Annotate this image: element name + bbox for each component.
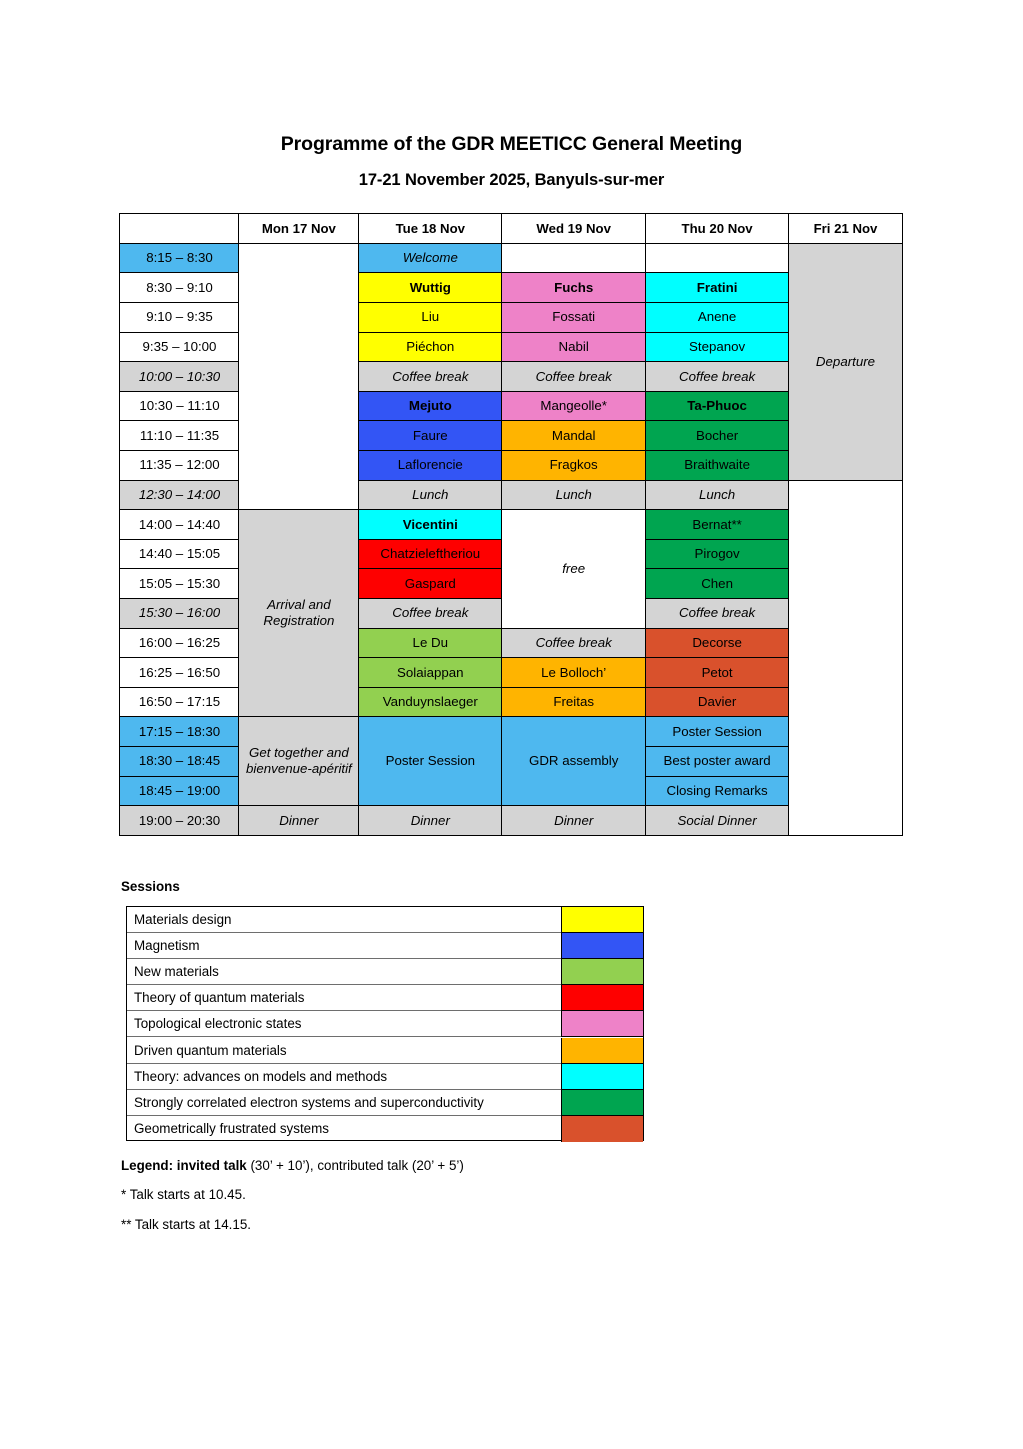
time-cell-0910: 9:10 – 9:35 <box>119 302 240 333</box>
thu-talk-1400: Bernat** <box>645 509 790 540</box>
tue-talk-0830: Wuttig <box>358 272 503 303</box>
session-color-swatch <box>561 959 643 985</box>
tue-talk-1440: Chatzieleftheriou <box>358 539 503 570</box>
session-label: Topological electronic states <box>127 1011 561 1037</box>
session-color-swatch <box>561 1090 643 1116</box>
tue-lunch: Lunch <box>358 480 503 511</box>
page-subtitle: 17-21 November 2025, Banyuls-sur-mer <box>358 171 665 189</box>
time-cell-1625: 16:25 – 16:50 <box>119 657 240 688</box>
tue-talk-1400: Vicentini <box>358 509 503 540</box>
page-title: Programme of the GDR MEETICC General Meeting <box>280 133 743 155</box>
mon-get-together: Get together and bienvenue-apéritif <box>238 716 359 805</box>
thu-talk-1505: Chen <box>645 568 790 599</box>
time-cell-0935: 9:35 – 10:00 <box>119 332 240 363</box>
mon-dinner: Dinner <box>238 805 359 836</box>
session-row-new-materials <box>127 959 643 985</box>
time-cell-1030: 10:30 – 11:10 <box>119 391 240 422</box>
wed-talk-0830: Fuchs <box>501 272 646 303</box>
thu-coffee-break-afternoon: Coffee break <box>645 598 790 629</box>
thu-talk-1030: Ta-Phuoc <box>645 391 790 422</box>
wed-dinner: Dinner <box>501 805 646 836</box>
legend-note-bold: Legend: invited talk <box>121 1158 247 1173</box>
tue-poster-session: Poster Session <box>358 716 503 805</box>
thu-coffee-break-morning: Coffee break <box>645 361 790 392</box>
wed-talk-1030: Mangeolle* <box>501 391 646 422</box>
session-color-swatch <box>561 1064 643 1090</box>
thu-empty-0815 <box>645 243 790 274</box>
schedule-header-fri: Fri 21 Nov <box>788 213 903 244</box>
session-row-strongly-correlated <box>127 1090 643 1116</box>
schedule-header-wed: Wed 19 Nov <box>501 213 646 244</box>
schedule-header-tue: Tue 18 Nov <box>358 213 503 244</box>
session-label: Materials design <box>127 907 561 933</box>
thu-closing-remarks: Closing Remarks <box>645 776 790 807</box>
tue-talk-1600: Le Du <box>358 628 503 659</box>
session-row-theory-of-quantum-materials <box>127 985 643 1011</box>
thu-talk-1650: Davier <box>645 687 790 718</box>
session-label: Magnetism <box>127 933 561 959</box>
time-cell-1530: 15:30 – 16:00 <box>119 598 240 629</box>
time-cell-1505: 15:05 – 15:30 <box>119 568 240 599</box>
session-row-materials-design <box>127 907 643 933</box>
wed-coffee-break-afternoon: Coffee break <box>501 628 646 659</box>
tue-coffee-break-afternoon: Coffee break <box>358 598 503 629</box>
time-cell-0815: 8:15 – 8:30 <box>119 243 240 274</box>
time-cell-1845: 18:45 – 19:00 <box>119 776 240 807</box>
thu-talk-0910: Anene <box>645 302 790 333</box>
session-label: Theory of quantum materials <box>127 985 561 1011</box>
session-color-swatch <box>561 1038 643 1064</box>
schedule-header-thu: Thu 20 Nov <box>645 213 790 244</box>
thu-talk-1110: Bocher <box>645 420 790 451</box>
tue-talk-1110: Faure <box>358 420 503 451</box>
time-cell-1440: 14:40 – 15:05 <box>119 539 240 570</box>
time-cell-1900: 19:00 – 20:30 <box>119 805 240 836</box>
session-row-topological-electronic-states <box>127 1011 643 1037</box>
fri-empty <box>788 480 903 836</box>
session-row-magnetism <box>127 933 643 959</box>
tue-welcome: Welcome <box>358 243 503 274</box>
thu-talk-0935: Stepanov <box>645 332 790 363</box>
thu-talk-1135: Braithwaite <box>645 450 790 481</box>
wed-talk-1650: Freitas <box>501 687 646 718</box>
tue-talk-1030: Mejuto <box>358 391 503 422</box>
wed-talk-0935: Nabil <box>501 332 646 363</box>
time-cell-1230: 12:30 – 14:00 <box>119 480 240 511</box>
tue-talk-0935: Piéchon <box>358 332 503 363</box>
schedule-header-blank <box>119 213 240 244</box>
session-color-swatch <box>561 933 643 959</box>
time-cell-1110: 11:10 – 11:35 <box>119 420 240 451</box>
schedule-table <box>119 213 903 856</box>
footnote-single-star: * Talk starts at 10.45. <box>121 1187 246 1202</box>
wed-talk-0910: Fossati <box>501 302 646 333</box>
tue-talk-1650: Vanduynslaeger <box>358 687 503 718</box>
legend-note-rest: (30’ + 10’), contributed talk (20’ + 5’) <box>246 1158 464 1173</box>
sessions-legend-table <box>126 906 644 1141</box>
thu-social-dinner: Social Dinner <box>645 805 790 836</box>
session-label: Driven quantum materials <box>127 1038 561 1064</box>
session-row-theory-advances <box>127 1064 643 1090</box>
tue-talk-1505: Gaspard <box>358 568 503 599</box>
session-label: New materials <box>127 959 561 985</box>
thu-talk-0830: Fratini <box>645 272 790 303</box>
session-label: Geometrically frustrated systems <box>134 1121 329 1137</box>
time-cell-1400: 14:00 – 14:40 <box>119 509 240 540</box>
mon-arrival-registration: Arrival and Registration <box>238 509 359 717</box>
time-cell-1600: 16:00 – 16:25 <box>119 628 240 659</box>
time-cell-1000: 10:00 – 10:30 <box>119 361 240 392</box>
thu-lunch: Lunch <box>645 480 790 511</box>
time-cell-1135: 11:35 – 12:00 <box>119 450 240 481</box>
tue-talk-1135: Laflorencie <box>358 450 503 481</box>
thu-talk-1440: Pirogov <box>645 539 790 570</box>
tue-coffee-break-morning: Coffee break <box>358 361 503 392</box>
session-row-driven-quantum-materials <box>127 1038 643 1064</box>
tue-dinner: Dinner <box>358 805 503 836</box>
time-cell-0830: 8:30 – 9:10 <box>119 272 240 303</box>
tue-talk-1625: Solaiappan <box>358 657 503 688</box>
time-cell-1650: 16:50 – 17:15 <box>119 687 240 718</box>
wed-lunch: Lunch <box>501 480 646 511</box>
session-color-swatch <box>561 985 643 1011</box>
session-color-swatch <box>561 1011 643 1037</box>
time-cell-1830: 18:30 – 18:45 <box>119 746 240 777</box>
session-color-swatch <box>561 907 643 933</box>
session-label: Strongly correlated electron systems and superconductivity <box>127 1090 561 1116</box>
footnote-double-star: ** Talk starts at 14.15. <box>121 1217 252 1232</box>
wed-coffee-break-morning: Coffee break <box>501 361 646 392</box>
session-row-geometrically-frustrated <box>127 1116 643 1142</box>
thu-best-poster-award: Best poster award <box>645 746 790 777</box>
wed-talk-1135: Fragkos <box>501 450 646 481</box>
session-label: Theory: advances on models and methods <box>127 1064 561 1090</box>
sessions-heading: Sessions <box>121 879 180 894</box>
thu-talk-1600: Decorse <box>645 628 790 659</box>
wed-gdr-assembly: GDR assembly <box>501 716 646 805</box>
wed-empty-0815 <box>501 243 646 274</box>
schedule-header-mon: Mon 17 Nov <box>238 213 359 244</box>
legend-note <box>121 1158 464 1173</box>
tue-talk-0910: Liu <box>358 302 503 333</box>
mon-morning-empty <box>238 243 359 510</box>
wed-free: free <box>501 509 646 628</box>
fri-departure: Departure <box>788 243 903 481</box>
time-cell-1715: 17:15 – 18:30 <box>119 716 240 747</box>
thu-poster-session: Poster Session <box>645 716 790 747</box>
session-color-swatch <box>561 1116 643 1142</box>
wed-talk-1110: Mandal <box>501 420 646 451</box>
wed-talk-1625: Le Bolloch’ <box>501 657 646 688</box>
thu-talk-1625: Petot <box>645 657 790 688</box>
